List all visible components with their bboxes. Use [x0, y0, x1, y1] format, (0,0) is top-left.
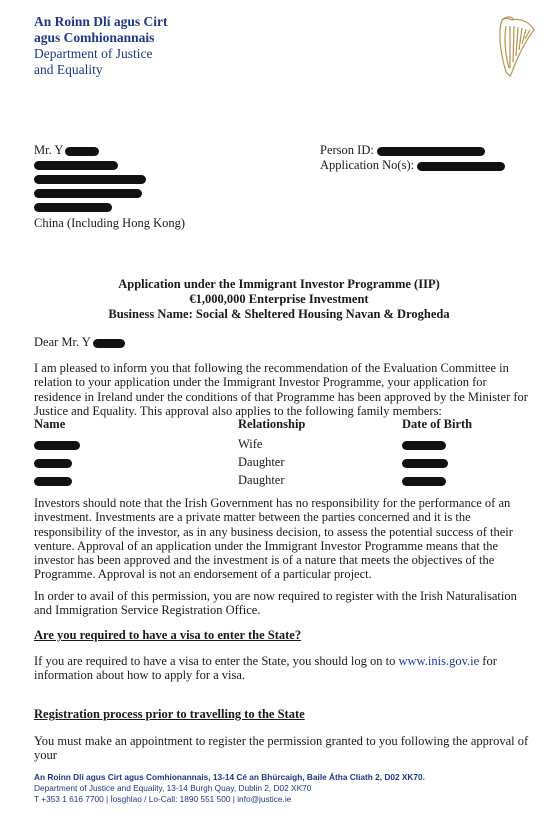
person-id-label: Person ID: — [320, 143, 374, 157]
redaction-bar — [34, 203, 112, 212]
footer-english-address: Department of Justice and Equality, 13-14 Burgh Quay, Dublin 2, D02 XK70 — [34, 783, 312, 793]
redaction-bar — [65, 147, 99, 156]
relationship-cell: Daughter — [238, 473, 285, 487]
redaction-bar — [417, 162, 505, 171]
visa-section-heading: Are you required to have a visa to enter the State? — [34, 628, 302, 642]
department-header — [34, 14, 168, 78]
approval-paragraph: I am pleased to inform you that following the recommendation of the Evaluation Committee in relation to your application under the Immigrant Investor Programme, your application for residence in Ireland under the conditions of that Programme has been approved by the Minister for Justice and Equality. This approval also applies to the following family members: — [34, 361, 528, 418]
title-line2: €1,000,000 Enterprise Investment — [189, 292, 369, 306]
column-header-relationship: Relationship — [238, 417, 306, 431]
title-line3: Business Name: Social & Sheltered Housing Navan & Drogheda — [108, 307, 450, 321]
table-row — [34, 437, 534, 455]
registration-section-heading: Registration process prior to travelling to the State — [34, 707, 305, 721]
registration-section-text: You must make an appointment to register the permission granted to you following the approval of your — [34, 734, 529, 763]
redaction-bar — [377, 147, 485, 156]
table-header-row — [34, 417, 534, 437]
footer-contact: T +353 1 616 7700 | Íosghlao / Lo-Call: 1890 551 500 | info@justice.ie — [34, 794, 292, 804]
redaction-bar — [34, 161, 118, 170]
redaction-bar — [34, 459, 72, 468]
visa-section-text — [34, 654, 534, 683]
inis-link[interactable]: www.inis.gov.ie — [398, 654, 480, 668]
dept-irish-line2: agus Comhionannais — [34, 30, 155, 45]
letter-footer — [34, 772, 425, 805]
visa-text-after: for information about how to apply for a visa. — [34, 654, 497, 683]
redaction-bar — [402, 441, 446, 450]
application-no-label: Application No(s): — [320, 158, 415, 172]
reference-block — [320, 143, 505, 173]
table-row — [34, 473, 534, 491]
dept-english-line1: Department of Justice — [34, 46, 153, 61]
redaction-bar — [34, 189, 142, 198]
visa-text-before: If you are required to have a visa to enter the State, you should log on to — [34, 654, 399, 668]
addressee-block — [34, 143, 185, 230]
column-header-dob: Date of Birth — [402, 417, 473, 431]
redaction-bar — [93, 339, 125, 348]
redaction-bar — [402, 459, 448, 468]
column-header-name: Name — [34, 417, 66, 431]
relationship-cell: Wife — [238, 437, 263, 451]
title-line1: Application under the Immigrant Investor Programme (IIP) — [118, 277, 440, 291]
dept-irish-line1: An Roinn Dlí agus Cirt — [34, 14, 168, 29]
footer-irish-address: An Roinn Dlí agus Cirt agus Comhionannais, 13-14 Cé an Bhúrcaigh, Baile Átha Cliath 2, D02 XK70. — [34, 772, 425, 782]
relationship-cell: Daughter — [238, 455, 285, 469]
redaction-bar — [34, 477, 72, 486]
registration-requirement-paragraph: In order to avail of this permission, you are now required to register with the Irish Naturalisation and Immigration Service Registration Office. — [34, 589, 517, 618]
redaction-bar — [34, 175, 146, 184]
redaction-bar — [34, 441, 80, 450]
table-row — [34, 455, 534, 473]
letter-title — [0, 277, 558, 322]
addressee-prefix: Mr. Y — [34, 143, 64, 157]
greeting-text: Dear Mr. Y — [34, 335, 91, 349]
addressee-country: China (Including Hong Kong) — [34, 216, 186, 230]
harp-crest-icon — [492, 12, 540, 80]
dept-english-line2: and Equality — [34, 62, 103, 77]
greeting — [34, 335, 534, 349]
redaction-bar — [402, 477, 446, 486]
investor-notice-paragraph: Investors should note that the Irish Government has no responsibility for the performance of an investment. Investments are a private matter between the parties concerned and it is the responsibility of the investor, as in any business decision, to assess the potential success of their venture. Approval of an application under the Immigrant Investor Programme means that the investor has been approved and the investment is of a nature that meets the objectives of the Programme. Approval is not an endorsement of a particular project. — [34, 496, 513, 582]
family-members-table — [34, 417, 534, 491]
